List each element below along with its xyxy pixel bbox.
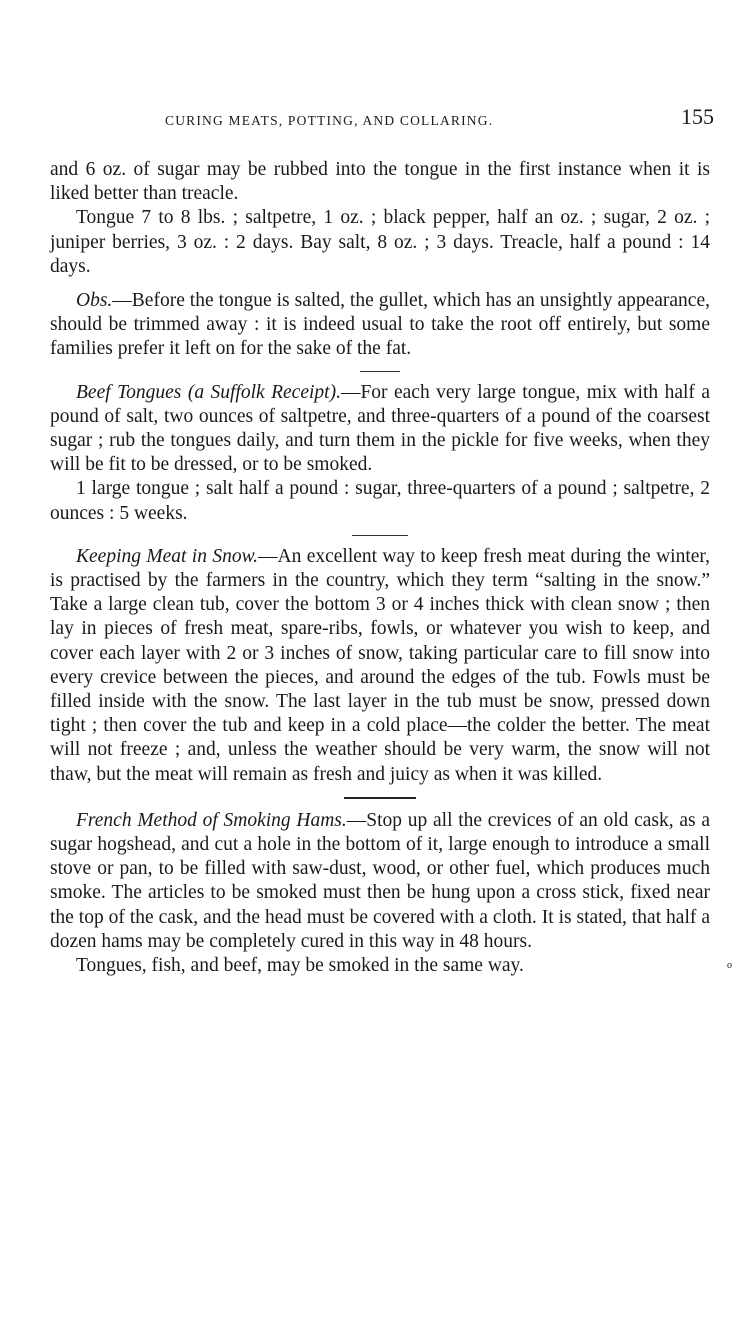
paragraph-obs [50,289,710,362]
obs-title: Obs. [76,290,113,312]
section-divider [344,797,416,799]
section-divider [360,371,400,372]
page-number: 155 [681,104,714,129]
paragraph-keeping-meat [50,545,710,787]
keeping-meat-text: —An excellent way to keep fresh meat during the winter, is practised by the farmers in the country, which they term “salting in the snow.” Take a large clean tub, cover the bottom 3 or 4 inches thick with clean snow ; then lay in pieces of fresh meat, spare-ribs, fowls, or whatever you wish to keep, and cover each layer with 2 or 3 inches of snow, taking particular care to fill snow into every crevice between the pieces, and around the edges of the tub. Fowls must be filled inside with the snow. The last layer in the tub must be snow, pressed down tight ; then cover the tub and keep in a cold place—the colder the better. The meat will not freeze ; and, unless the weather should be very warm, the snow will not thaw, but the meat will remain as fresh and juicy as when it was killed. [50,545,710,785]
paragraph-smoking-note: Tongues, fish, and beef, may be smoked in the same way. [76,955,524,977]
keeping-meat-title: Keeping Meat in Snow. [76,545,258,567]
beef-tongues-text: —For each very large tongue, mix with half a pound of salt, two ounces of saltpetre, and three-quarters of a pound of the coarsest sugar ; rub the tongues daily, and turn them in the pickle for five weeks, when they will be fit to be dressed, or to be smoked. [50,381,710,476]
paragraph-continuation: and 6 oz. of sugar may be rubbed into the tongue in the first instance when it is liked better than treacle. [50,159,710,205]
smoking-hams-title: French Method of Smoking Hams. [76,809,347,831]
page-header [50,104,714,134]
paragraph-smoking-hams [50,809,710,954]
section-divider [352,535,408,536]
page-body [50,158,710,978]
obs-text: —Before the tongue is salted, the gullet, which has an unsightly appearance, should be trimmed away : it is indeed usual to take the root off entirely, but some families prefer it left on for the sake of the fat. [50,290,710,360]
margin-mark: o [727,960,732,971]
smoking-hams-text: —Stop up all the crevices of an old cask, as a sugar hogshead, and cut a hole in the bottom of it, large enough to introduce a small stove or pan, to be filled with saw-dust, wood, or other fuel, which produces much smoke. The articles to be smoked must then be hung upon a cross stick, fixed near the top of the cask, and the head must be covered with a cloth. It is stated, that half a dozen hams may be completely cured in this way in 48 hours. [50,809,711,952]
paragraph-beef-tongues [50,381,710,478]
running-head: CURING MEATS, POTTING, AND COLLARING. [165,113,494,128]
paragraph-tongue-recipe: Tongue 7 to 8 lbs. ; saltpetre, 1 oz. ; black pepper, half an oz. ; sugar, 2 oz. ; juniper berries, 3 oz. : 2 days. Bay salt, 8 oz. ; 3 days. Treacle, half a pound : 14 days. [50,207,710,277]
paragraph-beef-tongues-quantities: 1 large tongue ; salt half a pound : sugar, three-quarters of a pound ; saltpetre, 2 ounces : 5 weeks. [50,478,710,524]
beef-tongues-title: Beef Tongues (a Suffolk Receipt). [76,381,341,403]
